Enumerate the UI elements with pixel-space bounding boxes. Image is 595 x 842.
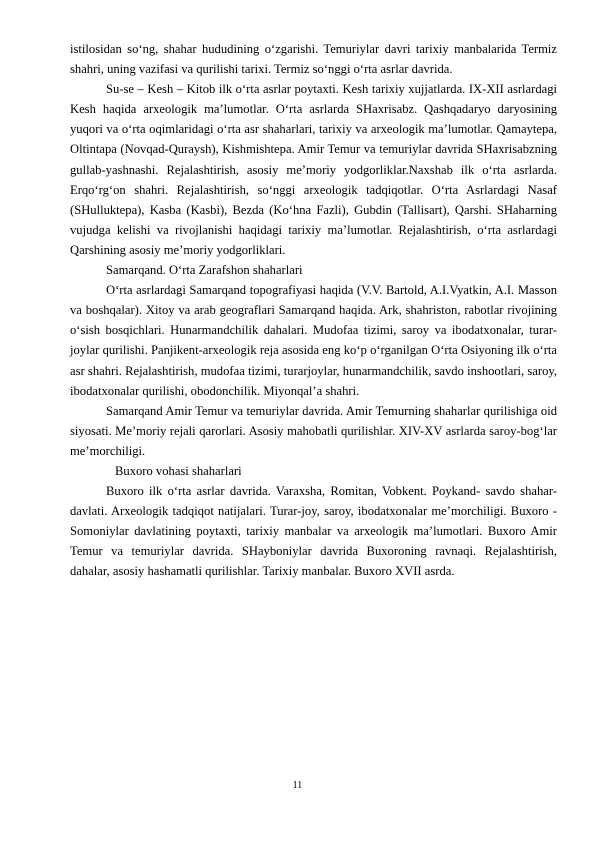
paragraph-buxoro: Buxoro ilk o‘rta asrlar davrida. Varaxsha, Romitan, Vobkent. Poykand- savdo shahar-davlati. Arxeologik tadqiqot natijalari. Turar-joy, saroy, ibodatxonalar me’morchiligi. Buxoro - Somoniylar davlatining poytaxti, tarixiy manbalar va arxeologik ma’lumotlari. Buxoro Amir Temur va temuriylar davrida. SHayboniylar davrida Buxoroning ravnaqi. Rejalashtirish, dahalar, asosiy hashamatli qurilishlar. Tarixiy manbalar. Buxoro XVII asrda. — [70, 484, 557, 579]
body-text — [70, 39, 557, 582]
page-number: 11 — [292, 780, 303, 791]
paragraph-samarqand-topography: O‘rta asrlardagi Samarqand topografiyasi haqida (V.V. Bartold, A.I.Vyatkin, A.I. Masson va boshqalar). Xitoy va arab geograflari Samarqand haqida. Ark, shahriston, rabotlar rivojining o‘sish bosqichlari. Hunarmandchilik dahalari. Mudofaa tizimi, saroy va ibodatxonalar, turar- joylar qurilishi. Panjikent-arxeologik reja asosida eng ko‘p o‘rganilgan O‘rta Osiyoning ilk o‘rta asr shahri. Rejalashtirish, mudofaa tizimi, turarjoylar, hunarmandchilik, savdo inshootlari, saroy, ibodatxonalar qurilishi, obodonchilik. Miyonqal’a shahri. — [70, 283, 557, 398]
paragraph-termiz: istilosidan so‘ng, shahar hududining o‘zgarishi. Temuriylar davri tarixiy manbalarida Termiz shahri, uning vazifasi va qurilishi tarixi. Termiz so‘nggi o‘rta asrlar davrida. — [70, 42, 557, 77]
paragraph-samarqand-temurids: Samarqand Amir Temur va temuriylar davrida. Amir Temurning shaharlar qurilishiga oid siyosati. Me’moriy rejali qarorlari. Asosiy mahobatli qurilishlar. XIV-XV asrlarda saroy-bog‘lar me’morchiligi. — [70, 403, 557, 458]
heading-buxoro: Buxoro vohasi shaharlari — [115, 463, 242, 478]
paragraph-kesh: Su-se – Kesh – Kitob ilk o‘rta asrlar poytaxti. Kesh tarixiy xujjatlarda. IX-XII asrlardagi Kesh haqida arxeologik ma’lumotlar. O‘rta asrlarda SHaxrisabz. Qashqadaryo daryosining yuqori va o‘rta oqimlaridagi o‘rta asr shaharlari, tarixiy va arxeologik ma’lumotlar. Qamaytepa, Oltintapa (Novqad-Quraysh), Kishmishtepa. Amir Temur va temuriylar davrida SHaxrisabzning gullab-yashnashi. Rejalashtirish, asosiy me’moriy yodgorliklar.Naxshab ilk o‘rta asrlarda. Erqo‘rg‘on shahri. Rejalashtirish, so‘nggi arxeologik tadqiqotlar. O‘rta Asrlardagi Nasaf (SHulluktepa), Kasba (Kasbi), Bezda (Ko‘hna Fazli), Gubdin (Tallisart), Qarshi. SHaharning vujudga kelishi va rivojlanishi haqidagi tarixiy ma’lumotlar. Rejalashtirish, o‘rta asrlardagi Qarshining asosiy me’moriy yodgorliklari. — [70, 82, 557, 257]
heading-samarqand: Samarqand. O‘rta Zarafshon shaharlari — [106, 263, 303, 278]
